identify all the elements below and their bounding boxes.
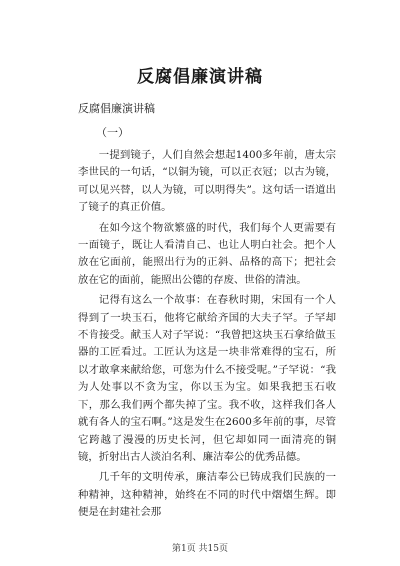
paragraph: 在如今这个物欲繁盛的时代，我们每个人更需要有一面镜子，既让人看清自己、也让人明白社会。把个人放在它面前，能照出行为的正斜、品格的高下；把社会放在它的面前，能照出公德的存废、世俗的清浊。	[78, 221, 336, 286]
document-subtitle: 反腐倡廉演讲稿	[78, 102, 155, 115]
body-text	[78, 147, 336, 525]
paragraph: 记得有这么一个故事：在春秋时期，宋国有一个人得到了一块玉石，他将它献给齐国的大夫子罕。子罕却不肯接受。献玉人对子罕说：“我曾把这块玉石拿给做玉器的工匠看过。工匠认为这是一块非常难得的宝石，所以才敢拿来献给您，可您为什么不接受呢。”子罕说：“我为人处事以不贪为宝，你以玉为宝。如果我把玉石收下，那么我们两个都失掉了宝。我不收，这样我们各人就有各人的宝石啊。”这是发生在2600多年前的事，尽管它跨越了漫漫的历史长河，但它却如同一面清亮的铜镜，折射出古人淡泊名利、廉洁奉公的优秀品德。	[78, 294, 336, 463]
document-title: 反腐倡廉演讲稿	[137, 67, 263, 87]
paragraph: 几千年的文明传承，廉洁奉公已铸成我们民族的一种精神，这种精神，始终在不同的时代中熠熠生辉。即便是在封建社会那	[78, 471, 336, 519]
page-footer: 第1页 共15页	[171, 544, 229, 554]
section-number: （一）	[96, 126, 129, 139]
paragraph: 一提到镜子，人们自然会想起1400多年前，唐太宗李世民的一句话，“以铜为镜，可以正衣冠；以古为镜，可以见兴替，以人为镜，可以明得失”。这句话一语道出了镜子的真正价值。	[78, 149, 336, 214]
